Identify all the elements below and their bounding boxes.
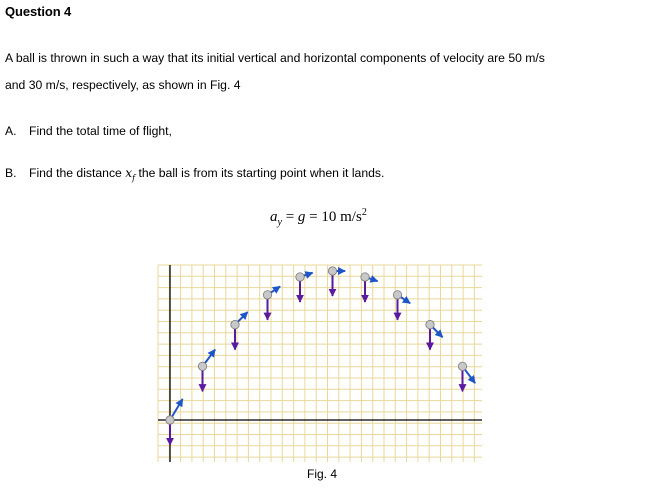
ball-position <box>328 267 336 275</box>
figure-caption: Fig. 4 <box>307 467 338 481</box>
question-text-line1: A ball is thrown in such a way that its initial vertical and horizontal components of velocity are 50 m/s <box>5 51 545 65</box>
equation-exponent: 2 <box>361 207 367 218</box>
equation-g: g <box>297 209 306 225</box>
part-a-label: A. <box>5 124 17 138</box>
ball-position <box>426 320 434 328</box>
question-heading: Question 4 <box>5 4 72 19</box>
equation-equals-1: = <box>281 209 298 225</box>
variable-x: x <box>125 166 133 180</box>
ball-position <box>231 320 239 328</box>
ball-position <box>458 362 466 370</box>
ball-position <box>166 416 174 424</box>
variable-subscript: f <box>132 173 136 183</box>
axes <box>158 265 482 462</box>
part-b-label: B. <box>5 166 17 180</box>
question-text-line2: and 30 m/s, respectively, as shown in Fig. 4 <box>5 78 241 92</box>
equation-value: = 10 m/s <box>305 209 362 225</box>
equation-lhs: a <box>270 209 278 225</box>
ball-position <box>361 273 369 281</box>
grid <box>158 265 482 462</box>
ball-position <box>198 362 206 370</box>
ball-position <box>296 273 304 281</box>
equation-lhs-subscript: y <box>277 217 282 228</box>
ball-position <box>393 291 401 299</box>
ball-position <box>263 291 271 299</box>
part-a-text: Find the total time of flight, <box>29 124 172 138</box>
part-b-text-before: Find the distance <box>29 166 122 180</box>
part-b-text-after: the ball is from its starting point when it lands. <box>138 166 385 180</box>
